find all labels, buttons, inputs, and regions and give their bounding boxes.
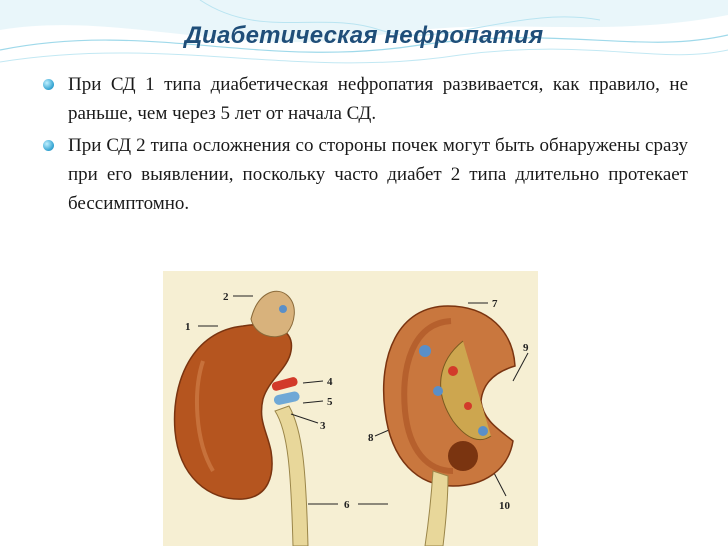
figure-label: 8 xyxy=(368,432,374,444)
kidney-external xyxy=(175,291,308,546)
figure-label: 4 xyxy=(327,376,333,388)
slide-title: Диабетическая нефропатия xyxy=(184,22,544,49)
figure-label: 2 xyxy=(223,291,229,303)
figure-label: 6 xyxy=(344,499,350,511)
figure-label: 9 xyxy=(523,342,529,354)
bullet-icon xyxy=(43,140,54,151)
kidney-section xyxy=(384,306,515,546)
figure-label: 5 xyxy=(327,396,333,408)
figure-label: 10 xyxy=(499,500,510,512)
figure-label: 7 xyxy=(492,298,498,310)
kidney-illustration xyxy=(163,271,538,546)
bullet-text: При СД 2 типа осложнения со стороны почек могут быть обнаружены сразу при его выявлении, поскольку часто диабет 2 типа длительно протекает бессимптомно. xyxy=(68,135,688,214)
figure-label: 1 xyxy=(185,321,191,333)
bullet-item xyxy=(40,131,688,218)
kidney-anatomy-image xyxy=(163,271,538,546)
bullet-text: При СД 1 типа диабетическая нефропатия развивается, как правило, не раньше, чем через 5 лет от начала СД. xyxy=(68,74,688,124)
figure-label: 3 xyxy=(320,420,326,432)
bullet-list xyxy=(40,70,688,221)
bullet-icon xyxy=(43,79,54,90)
bullet-item xyxy=(40,70,688,128)
